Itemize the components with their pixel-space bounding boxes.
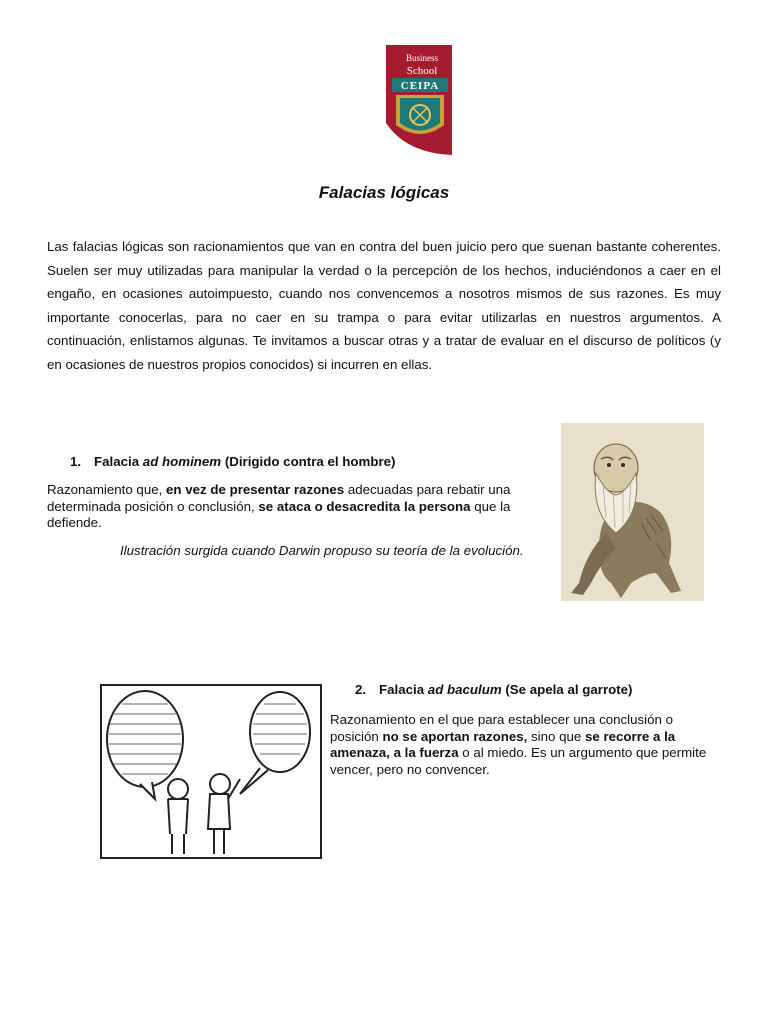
intro-paragraph: Las falacias lógicas son racionamientos que van en contra del buen juicio pero que suenan bastante coherentes. Suelen ser muy utilizadas para manipular la verdad o la percepción de los hechos, induciéndonos a caer en el engaño, en ocasiones autoimpuesto, cuando nos convencemos a nosotros mismos de sus razones. Es muy importante conocerlas, para no caer en su trampa o para evitar utilizarlas en nuestros argumentos. A continuación, enlistamos algunas. Te invitamos a buscar otras y a tratar de evaluar en el discurso de políticos (y en ocasiones de nuestros propios conocidos) si incurren en ellas. xyxy=(47,239,721,372)
logo-line1: Business xyxy=(405,53,439,63)
fallacy-2-name-post: (Se apela al garrote) xyxy=(501,682,633,697)
fallacy-1-description: Razonamiento que, en vez de presentar razones adecuadas para rebatir una determinada posición o conclusión, se ataca o desacredita la persona que la defiende. xyxy=(47,482,511,530)
darwin-ape-illustration xyxy=(561,423,704,601)
logo-line2: School xyxy=(406,65,438,77)
fallacy-1-name-latin: ad hominem xyxy=(142,454,222,469)
fallacy-2-description: Razonamiento en el que para establecer una conclusión o posición no se aportan razones, sino que se recorre a la amenaza, a la fuerza o al miedo. Es un argumento que permite vencer, pero no convencer. xyxy=(330,712,707,777)
fallacy-1-name-post: (Dirigido contra el hombre) xyxy=(221,454,396,469)
fallacy-2-name-pre: Falacia xyxy=(379,682,428,697)
fallacy-2-heading xyxy=(355,682,633,697)
fallacy-2-name-latin: ad baculum xyxy=(427,682,502,697)
darwin-caption: Ilustración surgida cuando Darwin propuso su teoría de la evolución. xyxy=(120,543,524,558)
fallacy-2-number: 2. xyxy=(355,682,367,697)
fallacy-1-heading xyxy=(70,454,395,469)
fallacy-1-number: 1. xyxy=(70,454,82,469)
logo-line3: CEIPA xyxy=(400,80,440,92)
speech-bubble-cartoon xyxy=(100,684,322,859)
page-title: Falacias lógicas xyxy=(318,183,450,202)
ceipa-logo xyxy=(386,45,452,155)
fallacy-1-name-pre: Falacia xyxy=(94,454,143,469)
